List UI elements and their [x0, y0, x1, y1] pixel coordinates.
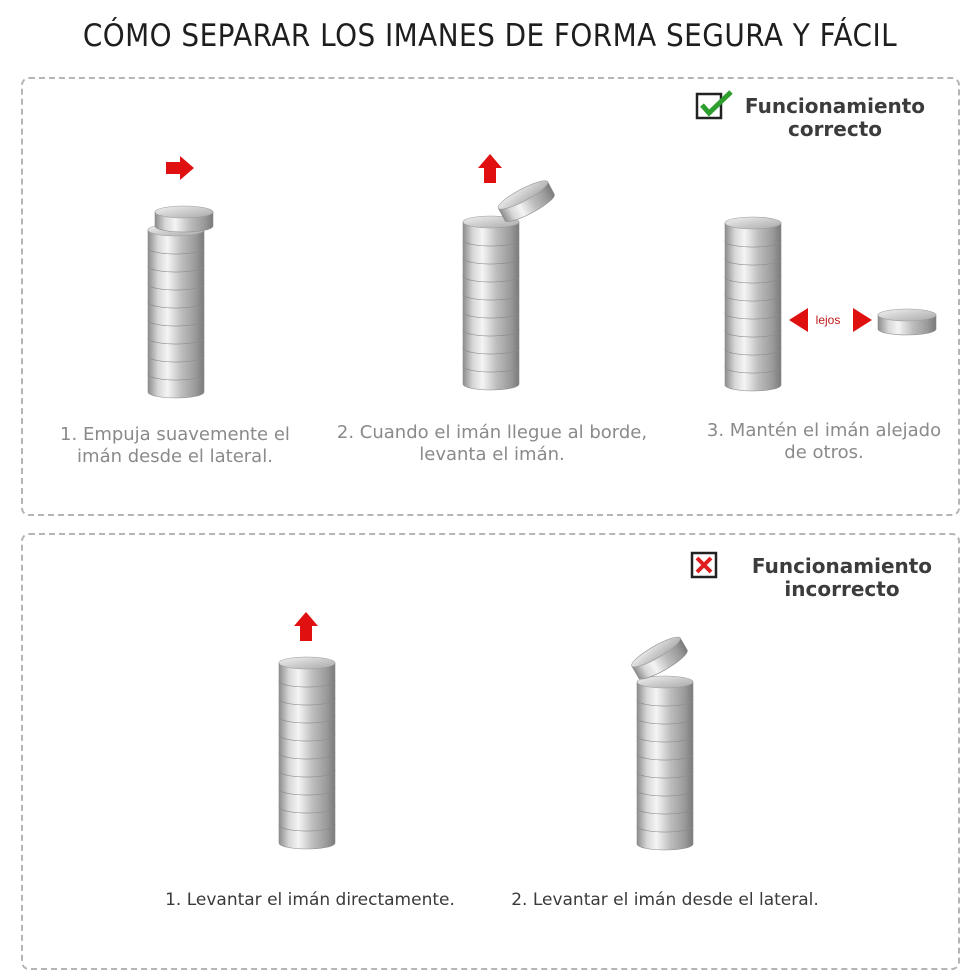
magnet-disc: [495, 177, 557, 226]
step-2-caption: [312, 422, 672, 466]
x-box-icon: [690, 551, 720, 581]
magnet-stack-lift: [455, 150, 565, 400]
incorrect-status-label: [742, 555, 942, 601]
correct-status-label: [735, 95, 935, 141]
red-arrow-up-icon: [478, 154, 502, 183]
incorrect-status-line2: incorrecto: [784, 577, 900, 601]
step-3-caption-line1: 3. Mantén el imán alejado: [706, 420, 942, 441]
step-2-caption-line2: levanta el imán.: [419, 444, 565, 465]
magnet-stack: [148, 206, 213, 398]
magnet-stack-lift-direct: [268, 605, 348, 860]
magnet-stack-push: [140, 150, 230, 400]
incorrect-status-line1: Funcionamiento: [751, 554, 933, 578]
step-1-caption-line2: imán desde el lateral.: [77, 446, 273, 467]
step-3-caption-line2: de otros.: [784, 442, 864, 463]
step-1-caption: [40, 424, 310, 468]
page-title: CÓMO SEPARAR LOS IMANES DE FORMA SEGURA Y FÁCIL: [82, 18, 898, 54]
red-arrow-right-icon: [853, 308, 872, 332]
red-arrow-left-icon: [789, 308, 808, 332]
lejos-label: lejos: [815, 313, 841, 327]
magnet-stack-lift-side: [620, 620, 715, 860]
magnet-disc: [629, 633, 690, 684]
red-arrow-up-icon: [294, 612, 318, 641]
magnet-disc: [155, 206, 213, 232]
magnet-disc: [279, 657, 335, 687]
magnet-disc: [725, 217, 781, 247]
step-3-caption: [688, 420, 960, 464]
step-1-caption-line1: 1. Empuja suavemente el: [60, 424, 290, 445]
check-box-icon: [695, 90, 735, 122]
magnet-disc: [878, 309, 936, 335]
wrong-step-1-caption: 1. Levantar el imán directamente.: [165, 890, 455, 910]
red-arrow-right-icon: [166, 156, 194, 180]
correct-status-line1: Funcionamiento: [744, 94, 926, 118]
magnet-disc: [637, 676, 693, 706]
step-2-caption-line1: 2. Cuando el imán llegue al borde,: [336, 422, 648, 443]
correct-status-line2: correcto: [787, 117, 883, 141]
wrong-step-2-caption: 2. Levantar el imán desde el lateral.: [511, 890, 819, 910]
magnet-stack-apart: [715, 205, 945, 400]
